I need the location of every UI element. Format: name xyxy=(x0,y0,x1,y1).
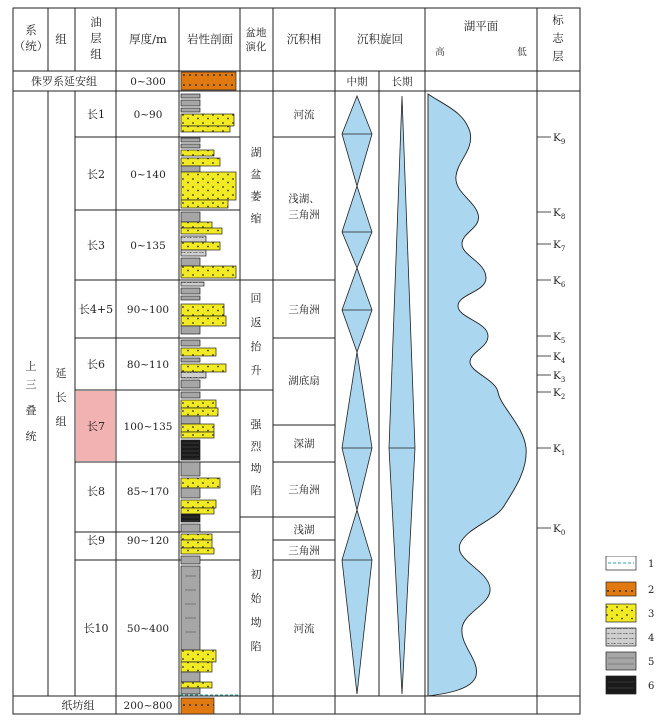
column-headers xyxy=(14,13,565,63)
layer-name: 长7 xyxy=(87,420,105,433)
facies-label: 三角洲 xyxy=(288,484,320,496)
facies-label: 河流 xyxy=(293,623,315,635)
lithology-bed xyxy=(181,126,230,132)
svg-text:盆: 盆 xyxy=(250,168,262,181)
cycle-diamond xyxy=(342,186,372,268)
lithology-bed xyxy=(181,540,212,548)
svg-text:初: 初 xyxy=(250,568,262,581)
lithology-bed xyxy=(181,172,236,200)
svg-text:陷: 陷 xyxy=(250,484,262,497)
lithology-bed xyxy=(181,108,200,112)
lithology-bed xyxy=(181,650,216,662)
cycle-diamond xyxy=(342,510,372,694)
marker-label: $K_9$ xyxy=(553,132,566,146)
header-lake-low: 低 xyxy=(517,47,527,58)
header-lake-high: 高 xyxy=(435,47,445,58)
header-lake-level: 湖平面 xyxy=(463,19,499,33)
marker-label: $K_5$ xyxy=(553,331,566,345)
svg-text:回: 回 xyxy=(250,292,262,305)
svg-text:叠: 叠 xyxy=(25,404,37,417)
lithology-bed xyxy=(181,266,236,278)
facies-label: 浅湖 xyxy=(293,524,315,536)
marker-label: $K_6$ xyxy=(553,275,566,289)
svg-text:返: 返 xyxy=(250,316,262,329)
header-facies: 沉积相 xyxy=(286,32,322,46)
lithology-bed xyxy=(181,114,234,126)
svg-text:坳: 坳 xyxy=(250,462,262,475)
header-cycle: 沉积旋回 xyxy=(357,32,403,46)
lithology-bed xyxy=(181,316,226,326)
top-unit-name: 侏罗系延安组 xyxy=(31,75,97,88)
header-system: 系 xyxy=(25,23,37,37)
marker-label: $K_2$ xyxy=(553,387,566,401)
header-marker: 标 xyxy=(552,13,564,27)
oil-layer-thickness xyxy=(124,109,173,635)
marker-label: $K_3$ xyxy=(553,370,566,384)
lithology-bed xyxy=(181,524,200,532)
facies-label: 河流 xyxy=(293,109,315,121)
lithology-bed xyxy=(181,304,224,316)
marker-label: $K_8$ xyxy=(553,207,566,221)
svg-text:始: 始 xyxy=(250,592,262,605)
layer-name: 长2 xyxy=(87,168,105,181)
svg-text:升: 升 xyxy=(250,364,262,377)
lithology-bed xyxy=(181,166,200,172)
lithology-bed xyxy=(181,144,200,148)
layer-thickness: 100~135 xyxy=(123,421,173,433)
lithology-bed xyxy=(181,138,200,142)
marker-label: $K_4$ xyxy=(553,351,566,365)
header-oil-layer: 油 xyxy=(90,15,102,29)
lithology-bed xyxy=(181,688,200,694)
lithology-bed xyxy=(181,534,212,540)
oil-layer-names xyxy=(79,108,113,635)
lithology-bed xyxy=(181,508,214,514)
legend-label: 4 xyxy=(648,633,655,644)
lithology-bed xyxy=(181,296,200,300)
layer-thickness: 0~135 xyxy=(130,240,166,252)
lithology-bed xyxy=(181,358,200,362)
facies-label: 三角洲 xyxy=(288,545,320,557)
layer-thickness: 50~400 xyxy=(126,623,170,635)
lithology-bed xyxy=(181,400,216,408)
layer-name: 长1 xyxy=(87,108,105,121)
facies-label: 深湖 xyxy=(293,438,315,450)
lithology-bed xyxy=(181,672,200,682)
lithology-bed xyxy=(181,416,200,424)
layer-name: 长8 xyxy=(87,485,105,498)
lithology-bed xyxy=(181,548,214,554)
header-oil-layer: 组 xyxy=(90,47,102,61)
marker-label: $K_7$ xyxy=(553,239,566,253)
facies-label: 浅湖、 xyxy=(288,193,320,205)
lithology-bed xyxy=(181,488,200,498)
svg-text:湖: 湖 xyxy=(250,146,262,159)
svg-text:组: 组 xyxy=(55,415,67,428)
legend xyxy=(604,556,660,700)
bottom-unit-name: 纸坊组 xyxy=(61,699,95,712)
legend-item-6 xyxy=(606,676,654,694)
lithology-bed xyxy=(181,432,214,438)
facies-label: 湖底扇 xyxy=(288,375,320,387)
header-thickness: 厚度/m xyxy=(129,32,167,46)
svg-text:缩: 缩 xyxy=(250,212,262,225)
svg-text:抬: 抬 xyxy=(250,340,262,353)
top-unit-thickness: 0~300 xyxy=(130,76,166,88)
svg-text:强: 强 xyxy=(250,418,262,431)
lithology-bed xyxy=(181,288,200,294)
system-label xyxy=(26,359,37,443)
lithology-bed xyxy=(181,408,218,416)
lithology-bed xyxy=(181,200,228,208)
marker-label: $K_0$ xyxy=(553,523,566,537)
legend-item-4 xyxy=(606,628,654,646)
lithology-bed xyxy=(181,150,214,156)
lithology-bed xyxy=(181,556,200,564)
header-basin: 演化 xyxy=(245,41,267,53)
lithology-bed xyxy=(181,72,236,90)
lithology-bed xyxy=(181,222,212,228)
svg-text:三: 三 xyxy=(25,378,37,391)
marker-beds xyxy=(537,132,566,537)
facies-labels xyxy=(288,108,320,635)
layer-name: 长6 xyxy=(87,358,105,371)
cycle-diamond xyxy=(342,352,372,510)
legend-item-2 xyxy=(606,582,654,596)
legend-label: 6 xyxy=(648,681,655,692)
facies-label: 三角洲 xyxy=(288,304,320,316)
legend-label: 2 xyxy=(648,585,655,596)
header-group: 组 xyxy=(55,32,67,46)
svg-text:陷: 陷 xyxy=(250,640,262,653)
header-oil-layer: 层 xyxy=(90,31,102,45)
legend-item-1 xyxy=(606,556,654,570)
layer-name: 长3 xyxy=(87,239,105,252)
lithology-bed xyxy=(181,380,200,388)
layer-thickness: 85~170 xyxy=(126,486,170,498)
lithology-column xyxy=(181,72,236,714)
svg-text:上: 上 xyxy=(25,360,37,373)
long-term-cycle xyxy=(389,96,415,694)
legend-item-5 xyxy=(606,652,654,670)
lithology-bed xyxy=(181,100,200,106)
svg-text:坳: 坳 xyxy=(250,616,262,629)
header-system: （统） xyxy=(13,39,49,53)
lithology-bed xyxy=(181,94,200,98)
layer-thickness: 90~120 xyxy=(126,535,170,547)
lithology-bed xyxy=(181,364,226,372)
legend-label: 3 xyxy=(648,609,655,620)
lithology-bed xyxy=(181,462,200,476)
lithology-bed xyxy=(181,424,214,432)
svg-text:延: 延 xyxy=(55,367,67,380)
layer-thickness: 90~100 xyxy=(126,304,170,316)
header-lithology: 岩性剖面 xyxy=(187,32,233,46)
lithology-bed xyxy=(181,500,216,508)
lithology-bed xyxy=(181,212,200,222)
layer-thickness: 80~110 xyxy=(126,359,170,371)
cycle-mid-label: 中期 xyxy=(346,76,368,88)
legend-item-3 xyxy=(606,604,654,622)
legend-label: 1 xyxy=(648,559,655,570)
lithology-bed xyxy=(181,682,212,688)
mid-term-cycles xyxy=(342,96,372,694)
layer-name: 长9 xyxy=(87,534,105,547)
lithology-bed xyxy=(181,698,214,714)
layer-thickness: 0~90 xyxy=(133,109,163,121)
svg-text:萎: 萎 xyxy=(250,190,262,203)
basin-stages xyxy=(251,145,263,653)
lithology-bed xyxy=(181,326,200,334)
svg-text:长: 长 xyxy=(55,391,67,404)
layer-name: 长10 xyxy=(83,622,109,635)
svg-text:统: 统 xyxy=(25,430,37,443)
lithology-bed xyxy=(181,372,206,378)
group-label xyxy=(56,367,67,428)
layer-name: 长4+5 xyxy=(78,303,114,316)
layer-thickness: 0~140 xyxy=(130,169,166,181)
lithology-bed xyxy=(181,250,206,256)
lithology-bed xyxy=(181,662,212,672)
marker-label: $K_1$ xyxy=(553,443,566,457)
lithology-bed xyxy=(181,236,206,242)
lithology-bed xyxy=(181,478,220,488)
lithology-bed xyxy=(181,282,204,286)
lithology-bed xyxy=(181,242,220,250)
lithology-bed xyxy=(181,340,200,346)
svg-text:烈: 烈 xyxy=(250,440,262,453)
lithology-bed xyxy=(181,566,200,650)
lithology-bed xyxy=(181,392,200,398)
legend-label: 5 xyxy=(648,657,655,668)
lithology-bed xyxy=(181,158,220,166)
header-marker: 志 xyxy=(552,31,564,45)
lake-level-curve xyxy=(428,94,526,696)
lithology-bed xyxy=(181,228,222,234)
lithology-bed xyxy=(181,348,216,356)
header-basin: 盆地 xyxy=(245,27,267,39)
header-marker: 层 xyxy=(552,49,564,63)
facies-label: 三角洲 xyxy=(288,209,320,221)
bottom-unit-thickness: 200~800 xyxy=(123,700,173,712)
lithology-bed xyxy=(181,258,200,266)
cycle-diamond xyxy=(342,96,372,186)
cycle-long-label: 长期 xyxy=(391,76,413,88)
